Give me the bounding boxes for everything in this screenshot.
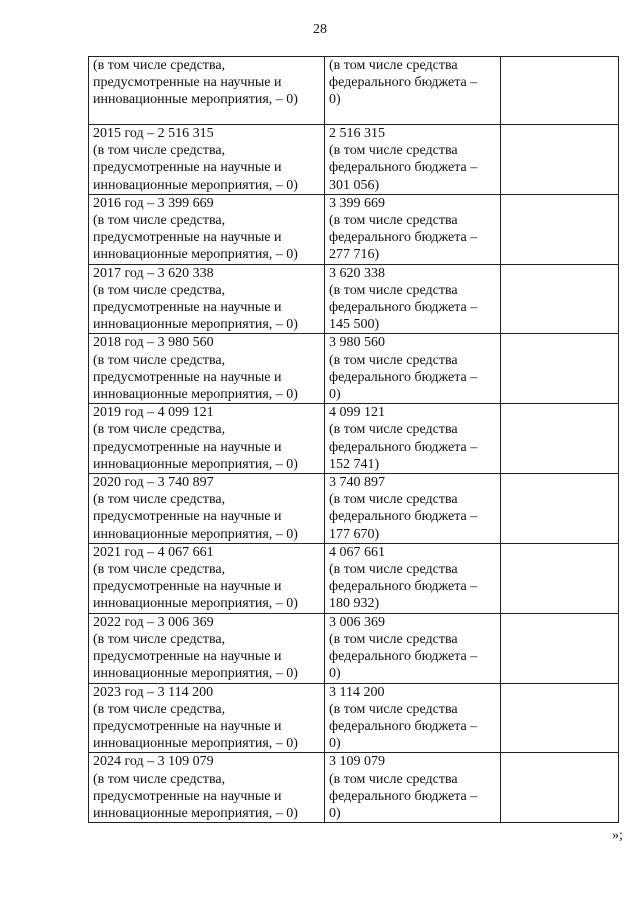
cell-text-line: (в том числе средства — [329, 492, 458, 508]
cell-text-line: инновационные мероприятия, – 0) — [93, 387, 298, 403]
funding-total-cell — [89, 194, 325, 264]
cell-text-line: 4 067 661 — [329, 544, 385, 560]
cell-text-line: (в том числе средства, — [93, 771, 226, 787]
funding-federal-cell — [325, 264, 501, 334]
cell-text-line: 301 056) — [329, 177, 380, 193]
cell-text-line: 2022 год – 3 006 369 — [93, 614, 214, 630]
funding-notes-cell — [501, 194, 619, 264]
funding-notes-cell — [501, 683, 619, 753]
cell-text-line: (в том числе средства — [329, 58, 458, 73]
cell-text-line: (в том числе средства — [329, 701, 458, 717]
funding-total-cell — [89, 57, 325, 125]
funding-total-cell — [89, 683, 325, 753]
cell-text-line: предусмотренные на научные и — [93, 579, 282, 595]
cell-text-line: 2019 год – 4 099 121 — [93, 405, 214, 421]
cell-text-line: 3 006 369 — [329, 614, 385, 630]
cell-text-line: предусмотренные на научные и — [93, 75, 282, 91]
funding-total-cell — [89, 613, 325, 683]
funding-total-cell — [89, 264, 325, 334]
cell-text-line: предусмотренные на научные и — [93, 649, 282, 665]
cell-text-line: 2017 год – 3 620 338 — [93, 265, 214, 281]
table-row — [89, 334, 619, 404]
funding-notes-cell — [501, 264, 619, 334]
funding-federal-cell — [325, 404, 501, 474]
table-row — [89, 125, 619, 195]
funding-federal-cell — [325, 543, 501, 613]
cell-text-line: предусмотренные на научные и — [93, 230, 282, 246]
funding-notes-cell — [501, 57, 619, 125]
cell-text-line: (в том числе средства, — [93, 58, 226, 73]
cell-text-line: (в том числе средства — [329, 143, 458, 159]
cell-text-line: (в том числе средства — [329, 422, 458, 438]
cell-text-line: (в том числе средства, — [93, 352, 226, 368]
table-row — [89, 264, 619, 334]
budget-table — [88, 56, 619, 823]
cell-text-line: инновационные мероприятия, – 0) — [93, 317, 298, 333]
funding-federal-cell — [325, 613, 501, 683]
cell-text-line: инновационные мероприятия, – 0) — [93, 177, 298, 193]
cell-text-line: (в том числе средства — [329, 352, 458, 368]
cell-text-line: федерального бюджета – — [329, 788, 478, 804]
cell-text-line: (в том числе средства — [329, 771, 458, 787]
funding-federal-cell — [325, 194, 501, 264]
cell-text-line: федерального бюджета – — [329, 369, 478, 385]
cell-text-line: инновационные мероприятия, – 0) — [93, 456, 298, 472]
cell-text-line: (в том числе средства, — [93, 492, 226, 508]
table-row — [89, 57, 619, 125]
cell-text-line: 2024 год – 3 109 079 — [93, 754, 214, 770]
table-row — [89, 683, 619, 753]
cell-text-line: 2018 год – 3 980 560 — [93, 335, 214, 351]
cell-text-line: федерального бюджета – — [329, 300, 478, 316]
cell-text-line: 0) — [329, 666, 341, 682]
cell-text-line: (в том числе средства, — [93, 282, 226, 298]
cell-text-line: (в том числе средства, — [93, 143, 226, 159]
cell-text-line: (в том числе средства — [329, 631, 458, 647]
cell-text-line: предусмотренные на научные и — [93, 300, 282, 316]
cell-text-line: (в том числе средства — [329, 213, 458, 229]
cell-text-line: федерального бюджета – — [329, 160, 478, 176]
cell-text-line: федерального бюджета – — [329, 718, 478, 734]
cell-text-line: предусмотренные на научные и — [93, 439, 282, 455]
cell-text-line: 3 399 669 — [329, 195, 385, 211]
table-row — [89, 194, 619, 264]
funding-federal-cell — [325, 334, 501, 404]
cell-text-line: федерального бюджета – — [329, 579, 478, 595]
cell-text-line: 2023 год – 3 114 200 — [93, 684, 214, 700]
cell-text-line: (в том числе средства, — [93, 562, 226, 578]
funding-notes-cell — [501, 753, 619, 823]
funding-total-cell — [89, 334, 325, 404]
cell-text-line: (в том числе средства — [329, 282, 458, 298]
funding-total-cell — [89, 753, 325, 823]
cell-text-line: 2015 год – 2 516 315 — [93, 126, 214, 141]
funding-total-cell — [89, 543, 325, 613]
cell-text-line: 0) — [329, 805, 341, 821]
cell-text-line: инновационные мероприятия, – 0) — [93, 247, 298, 263]
funding-total-cell — [89, 404, 325, 474]
table-row — [89, 753, 619, 823]
funding-federal-cell — [325, 474, 501, 544]
cell-text-line: 2021 год – 4 067 661 — [93, 544, 214, 560]
cell-text-line: инновационные мероприятия, – 0) — [93, 805, 298, 821]
table-row — [89, 404, 619, 474]
funding-notes-cell — [501, 125, 619, 195]
cell-text-line: 3 114 200 — [329, 684, 385, 700]
cell-text-line: 145 500) — [329, 317, 380, 333]
cell-text-line: инновационные мероприятия, – 0) — [93, 92, 298, 108]
cell-text-line: инновационные мероприятия, – 0) — [93, 736, 298, 752]
cell-text-line: 3 740 897 — [329, 475, 385, 491]
cell-text-line: 180 932) — [329, 596, 380, 612]
cell-text-line: 0) — [329, 387, 341, 403]
funding-federal-cell — [325, 57, 501, 125]
cell-text-line: федерального бюджета – — [329, 75, 478, 91]
cell-text-line: (в том числе средства — [329, 562, 458, 578]
table-row — [89, 543, 619, 613]
closing-quote-mark: »; — [612, 828, 623, 843]
cell-text-line: предусмотренные на научные и — [93, 369, 282, 385]
cell-text-line: инновационные мероприятия, – 0) — [93, 666, 298, 682]
funding-federal-cell — [325, 683, 501, 753]
cell-text-line: 3 109 079 — [329, 754, 385, 770]
cell-text-line: 2016 год – 3 399 669 — [93, 195, 214, 211]
funding-notes-cell — [501, 613, 619, 683]
cell-text-line: федерального бюджета – — [329, 509, 478, 525]
cell-text-line: 4 099 121 — [329, 405, 385, 421]
cell-text-line: федерального бюджета – — [329, 649, 478, 665]
cell-text-line: (в том числе средства, — [93, 422, 226, 438]
funding-federal-cell — [325, 125, 501, 195]
cell-text-line: предусмотренные на научные и — [93, 160, 282, 176]
cell-text-line: федерального бюджета – — [329, 230, 478, 246]
cell-text-line: (в том числе средства, — [93, 213, 226, 229]
cell-text-line: 3 620 338 — [329, 265, 385, 281]
table-body — [89, 57, 619, 823]
cell-text-line: 0) — [329, 92, 341, 108]
cell-text-line: инновационные мероприятия, – 0) — [93, 526, 298, 542]
funding-federal-cell — [325, 753, 501, 823]
funding-notes-cell — [501, 543, 619, 613]
cell-text-line: (в том числе средства, — [93, 701, 226, 717]
funding-notes-cell — [501, 404, 619, 474]
cell-text-line: 2020 год – 3 740 897 — [93, 475, 214, 491]
funding-notes-cell — [501, 334, 619, 404]
cell-text-line: предусмотренные на научные и — [93, 718, 282, 734]
cell-text-line: предусмотренные на научные и — [93, 509, 282, 525]
cell-text-line: (в том числе средства, — [93, 631, 226, 647]
funding-notes-cell — [501, 474, 619, 544]
funding-total-cell — [89, 474, 325, 544]
table-row — [89, 474, 619, 544]
cell-text-line: 277 716) — [329, 247, 380, 263]
cell-text-line: федерального бюджета – — [329, 439, 478, 455]
cell-text-line: 0) — [329, 736, 341, 752]
funding-total-cell — [89, 125, 325, 195]
cell-text-line: 177 670) — [329, 526, 380, 542]
cell-text-line: инновационные мероприятия, – 0) — [93, 596, 298, 612]
cell-text-line: 3 980 560 — [329, 335, 385, 351]
cell-text-line: 152 741) — [329, 456, 380, 472]
cell-text-line: 2 516 315 — [329, 126, 385, 141]
table-row — [89, 613, 619, 683]
page-number: 28 — [313, 22, 327, 37]
cell-text-line: предусмотренные на научные и — [93, 788, 282, 804]
